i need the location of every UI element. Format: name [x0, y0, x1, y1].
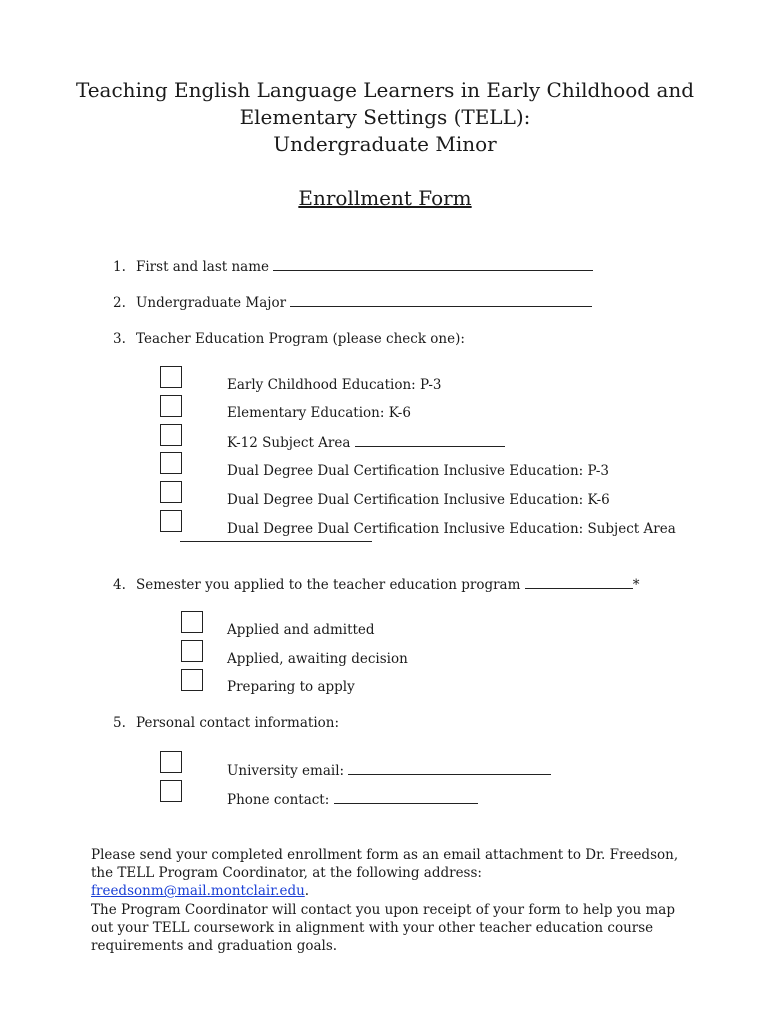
name-field[interactable] [273, 258, 593, 271]
option-elementary: Elementary Education: K-6 [227, 405, 411, 421]
email-field[interactable] [348, 762, 551, 775]
title-line-3: Undergraduate Minor [273, 132, 497, 156]
checkbox-elementary[interactable] [160, 395, 182, 417]
question-label: Semester you applied to the teacher education program [136, 577, 521, 593]
question-program [113, 331, 465, 347]
option-dual-k6: Dual Degree Dual Certification Inclusive Education: K-6 [227, 492, 610, 508]
question-contact [113, 715, 339, 731]
option-dual-subject: Dual Degree Dual Certification Inclusive Education: Subject Area [227, 521, 676, 537]
question-number: 2. [113, 295, 126, 311]
title-line-1: Teaching English Language Learners in Early Childhood and [75, 78, 695, 102]
checkbox-early-childhood[interactable] [160, 366, 182, 388]
question-label: Undergraduate Major [136, 295, 287, 311]
checkbox-preparing[interactable] [181, 669, 203, 691]
question-label: First and last name [136, 259, 270, 275]
semester-field[interactable] [525, 576, 633, 589]
option-k12-subject [227, 434, 505, 451]
required-asterisk: * [632, 577, 640, 593]
enrollment-form-heading: Enrollment Form [298, 186, 472, 210]
option-applied-admitted: Applied and admitted [227, 622, 375, 638]
checkbox-phone[interactable] [160, 780, 182, 802]
question-name [113, 258, 593, 275]
submission-instructions [91, 846, 691, 900]
phone-field[interactable] [334, 791, 478, 804]
checkbox-email[interactable] [160, 751, 182, 773]
checkbox-dual-k6[interactable] [160, 481, 182, 503]
major-field[interactable] [290, 294, 592, 307]
option-preparing: Preparing to apply [227, 679, 355, 695]
option-awaiting-decision: Applied, awaiting decision [227, 651, 408, 667]
option-early-childhood: Early Childhood Education: P-3 [227, 377, 442, 393]
option-dual-p3: Dual Degree Dual Certification Inclusive Education: P-3 [227, 463, 609, 479]
coordinator-note: The Program Coordinator will contact you upon receipt of your form to help you map out your TELL coursework in alignment with your other teacher education course requirements and graduation goals. [91, 902, 676, 954]
question-label: Personal contact information: [136, 715, 340, 731]
title-line-2: Elementary Settings (TELL): [239, 105, 531, 129]
question-semester [113, 576, 639, 593]
question-label: Teacher Education Program (please check one): [136, 331, 465, 347]
question-major [113, 294, 592, 311]
question-number: 3. [113, 331, 126, 347]
question-number: 1. [113, 259, 126, 275]
option-label: University email: [227, 763, 345, 779]
checkbox-applied-admitted[interactable] [181, 611, 203, 633]
checkbox-dual-subject[interactable] [160, 510, 182, 532]
option-label: K-12 Subject Area [227, 435, 351, 451]
option-email [227, 762, 551, 779]
k12-subject-field[interactable] [355, 434, 505, 447]
question-number: 5. [113, 715, 126, 731]
form-title [0, 77, 770, 158]
instructions-end: . [304, 883, 310, 899]
checkbox-awaiting-decision[interactable] [181, 640, 203, 662]
option-phone [227, 791, 478, 808]
option-label: Phone contact: [227, 792, 330, 808]
dual-subject-field[interactable] [180, 541, 372, 542]
checkbox-k12-subject[interactable] [160, 424, 182, 446]
coordinator-email-link[interactable]: freedsonm@mail.montclair.edu [91, 883, 305, 899]
checkbox-dual-p3[interactable] [160, 452, 182, 474]
instructions-text: Please send your completed enrollment form as an email attachment to Dr. Freedson, the TELL Program Coordinator, at the following address: [91, 847, 679, 881]
question-number: 4. [113, 577, 126, 593]
